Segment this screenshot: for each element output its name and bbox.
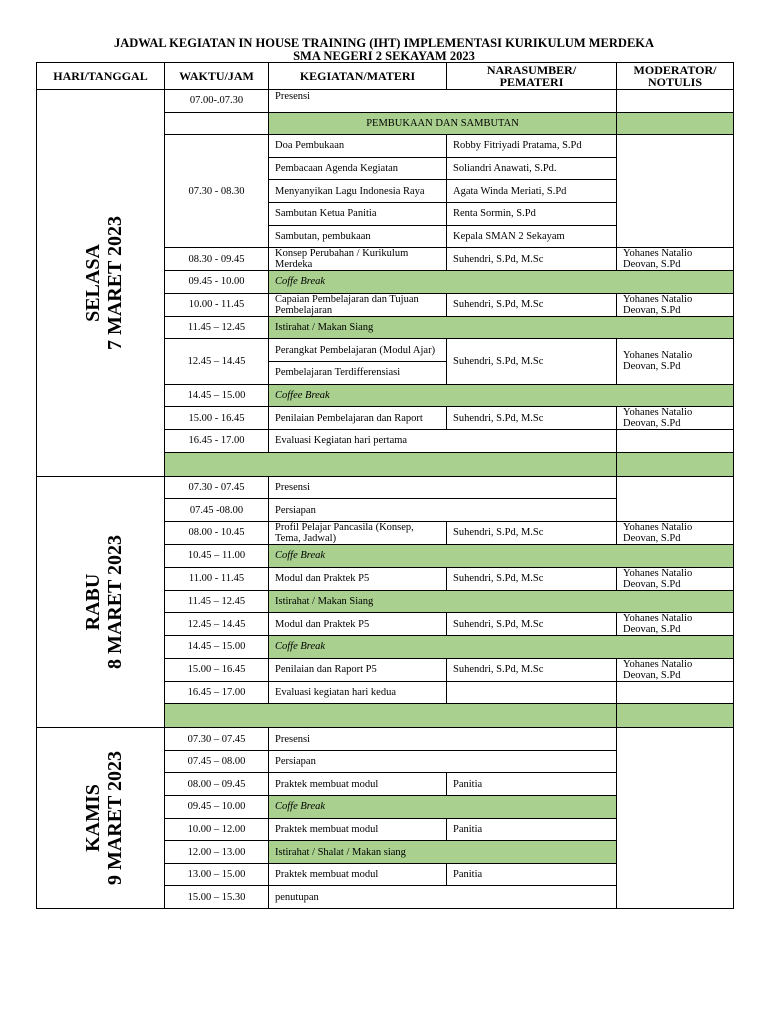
time-cell: 07.30 – 07.45 — [165, 728, 269, 751]
time-cell: 11.00 - 11.45 — [165, 567, 269, 590]
moderator-cell — [617, 728, 734, 909]
header-waktu: WAKTU/JAM — [165, 63, 269, 90]
activity-cell: Menyanyikan Lagu Indonesia Raya — [269, 180, 447, 203]
separator-cell — [617, 704, 734, 728]
speaker-cell: Soliandri Anawati, S.Pd. — [447, 157, 617, 180]
header-moderator-line1: MODERATOR/ — [633, 63, 717, 77]
speaker-cell: Panitia — [447, 773, 617, 796]
section-heading-pembukaan: PEMBUKAAN DAN SAMBUTAN — [269, 112, 617, 135]
speaker-cell — [447, 681, 617, 704]
moderator-cell: Yohanes Natalio Deovan, S.Pd — [617, 567, 734, 590]
day1-cell — [37, 90, 165, 477]
moderator-cell — [617, 476, 734, 521]
day2-cell — [37, 476, 165, 728]
header-moderator-line2: NOTULIS — [647, 75, 703, 89]
header-hari: HARI/TANGGAL — [37, 63, 165, 90]
activity-cell: Evaluasi Kegiatan hari pertama — [269, 430, 617, 453]
day2-label — [82, 535, 126, 669]
activity-cell: Sambutan Ketua Panitia — [269, 202, 447, 225]
activity-cell: Presensi — [269, 90, 617, 113]
moderator-cell — [617, 430, 734, 453]
activity-cell: Pembacaan Agenda Kegiatan — [269, 157, 447, 180]
moderator-cell: Yohanes Natalio Deovan, S.Pd — [617, 293, 734, 316]
time-cell: 09.45 - 10.00 — [165, 271, 269, 294]
time-cell: 14.45 – 15.00 — [165, 636, 269, 659]
time-cell: 07.30 - 08.30 — [165, 135, 269, 248]
activity-cell: Profil Pelajar Pancasila (Konsep, Tema, Jadwal) — [269, 521, 447, 544]
moderator-cell — [617, 112, 734, 135]
activity-cell: Modul dan Praktek P5 — [269, 567, 447, 590]
activity-cell: Presensi — [269, 476, 617, 499]
time-cell: 08.00 – 09.45 — [165, 773, 269, 796]
time-cell: 07.45 – 08.00 — [165, 750, 269, 773]
time-cell: 12.45 – 14.45 — [165, 339, 269, 384]
header-narasumber-line1: NARASUMBER/ — [486, 63, 577, 77]
activity-cell: Persiapan — [269, 750, 617, 773]
activity-cell: penutupan — [269, 886, 617, 909]
header-row — [37, 63, 734, 90]
moderator-cell — [617, 90, 734, 113]
time-cell: 07.45 -08.00 — [165, 499, 269, 522]
speaker-cell: Robby Fitriyadi Pratama, S.Pd — [447, 135, 617, 158]
day1-name: SELASA — [82, 243, 105, 322]
activity-cell: Modul dan Praktek P5 — [269, 613, 447, 636]
speaker-cell: Suhendri, S.Pd, M.Sc — [447, 407, 617, 430]
activity-cell: Sambutan, pembukaan — [269, 225, 447, 248]
break-cell: Coffee Break — [269, 384, 734, 407]
separator-cell — [165, 704, 617, 728]
activity-cell: Doa Pembukaan — [269, 135, 447, 158]
speaker-cell: Suhendri, S.Pd, M.Sc — [447, 248, 617, 271]
time-cell: 08.30 - 09.45 — [165, 248, 269, 271]
time-cell: 16.45 - 17.00 — [165, 430, 269, 453]
speaker-cell: Suhendri, S.Pd, M.Sc — [447, 339, 617, 384]
break-cell: Istirahat / Shalat / Makan siang — [269, 841, 617, 864]
speaker-cell: Suhendri, S.Pd, M.Sc — [447, 613, 617, 636]
activity-cell: Praktek membuat modul — [269, 863, 447, 886]
break-cell: Istirahat / Makan Siang — [269, 590, 734, 613]
break-cell: Coffe Break — [269, 636, 734, 659]
time-cell: 16.45 – 17.00 — [165, 681, 269, 704]
moderator-cell: Yohanes Natalio Deovan, S.Pd — [617, 248, 734, 271]
break-cell: Istirahat / Makan Siang — [269, 316, 734, 339]
time-cell: 15.00 – 15.30 — [165, 886, 269, 909]
time-cell: 07.30 - 07.45 — [165, 476, 269, 499]
time-cell: 12.00 – 13.00 — [165, 841, 269, 864]
day1-date: 7 MARET 2023 — [104, 215, 127, 350]
speaker-cell: Kepala SMAN 2 Sekayam — [447, 225, 617, 248]
day2-name: RABU — [82, 573, 105, 631]
document-title: JADWAL KEGIATAN IN HOUSE TRAINING (IHT) IMPLEMENTASI KURIKULUM MERDEKA — [113, 36, 655, 50]
speaker-cell: Suhendri, S.Pd, M.Sc — [447, 567, 617, 590]
activity-cell: Konsep Perubahan / Kurikulum Merdeka — [269, 248, 447, 271]
activity-cell: Pembelajaran Terdifferensiasi — [269, 361, 447, 384]
day1-label — [82, 216, 126, 350]
time-cell: 07.00-.07.30 — [165, 90, 269, 113]
header-kegiatan: KEGIATAN/MATERI — [269, 63, 447, 90]
time-cell: 11.45 – 12.45 — [165, 316, 269, 339]
activity-cell: Praktek membuat modul — [269, 818, 447, 841]
activity-cell: Penilaian Pembelajaran dan Raport — [269, 407, 447, 430]
day3-cell — [37, 728, 165, 909]
time-cell: 15.00 - 16.45 — [165, 407, 269, 430]
speaker-cell: Suhendri, S.Pd, M.Sc — [447, 658, 617, 681]
day3-date: 9 MARET 2023 — [104, 751, 127, 886]
moderator-cell — [617, 135, 734, 248]
time-cell: 14.45 – 15.00 — [165, 384, 269, 407]
time-cell: 08.00 - 10.45 — [165, 521, 269, 544]
break-cell: Coffe Break — [269, 271, 734, 294]
time-cell: 11.45 – 12.45 — [165, 590, 269, 613]
header-moderator — [617, 63, 734, 90]
document-subtitle: SMA NEGERI 2 SEKAYAM 2023 — [293, 49, 475, 63]
moderator-cell: Yohanes Natalio Deovan, S.Pd — [617, 407, 734, 430]
time-cell: 10.00 – 12.00 — [165, 818, 269, 841]
speaker-cell: Renta Sormin, S.Pd — [447, 202, 617, 225]
break-cell: Coffe Break — [269, 796, 617, 819]
activity-cell: Penilaian dan Raport P5 — [269, 658, 447, 681]
speaker-cell: Suhendri, S.Pd, M.Sc — [447, 521, 617, 544]
header-narasumber — [447, 63, 617, 90]
time-cell: 12.45 – 14.45 — [165, 613, 269, 636]
activity-cell: Capaian Pembelajaran dan Tujuan Pembelajaran — [269, 293, 447, 316]
time-cell: 09.45 – 10.00 — [165, 796, 269, 819]
activity-cell: Evaluasi kegiatan hari kedua — [269, 681, 447, 704]
speaker-cell: Suhendri, S.Pd, M.Sc — [447, 293, 617, 316]
activity-cell: Persiapan — [269, 499, 617, 522]
moderator-cell: Yohanes Natalio Deovan, S.Pd — [617, 658, 734, 681]
day2-date: 8 MARET 2023 — [104, 534, 127, 670]
moderator-cell: Yohanes Natalio Deovan, S.Pd — [617, 339, 734, 384]
moderator-cell: Yohanes Natalio Deovan, S.Pd — [617, 521, 734, 544]
speaker-cell: Agata Winda Meriati, S.Pd — [447, 180, 617, 203]
moderator-cell — [617, 681, 734, 704]
time-cell: 10.00 - 11.45 — [165, 293, 269, 316]
schedule-table — [36, 62, 734, 909]
speaker-cell: Panitia — [447, 863, 617, 886]
activity-cell: Perangkat Pembelajaran (Modul Ajar) — [269, 339, 447, 362]
speaker-cell: Panitia — [447, 818, 617, 841]
day3-label — [82, 751, 126, 885]
time-cell: 13.00 – 15.00 — [165, 863, 269, 886]
header-narasumber-line2: PEMATERI — [499, 75, 564, 89]
time-cell: 15.00 – 16.45 — [165, 658, 269, 681]
moderator-cell: Yohanes Natalio Deovan, S.Pd — [617, 613, 734, 636]
separator-cell — [165, 452, 617, 476]
time-cell: 10.45 – 11.00 — [165, 544, 269, 567]
separator-cell — [617, 452, 734, 476]
time-cell — [165, 112, 269, 135]
activity-cell: Presensi — [269, 728, 617, 751]
day3-name: KAMIS — [82, 784, 105, 853]
activity-cell: Praktek membuat modul — [269, 773, 447, 796]
break-cell: Coffe Break — [269, 544, 734, 567]
